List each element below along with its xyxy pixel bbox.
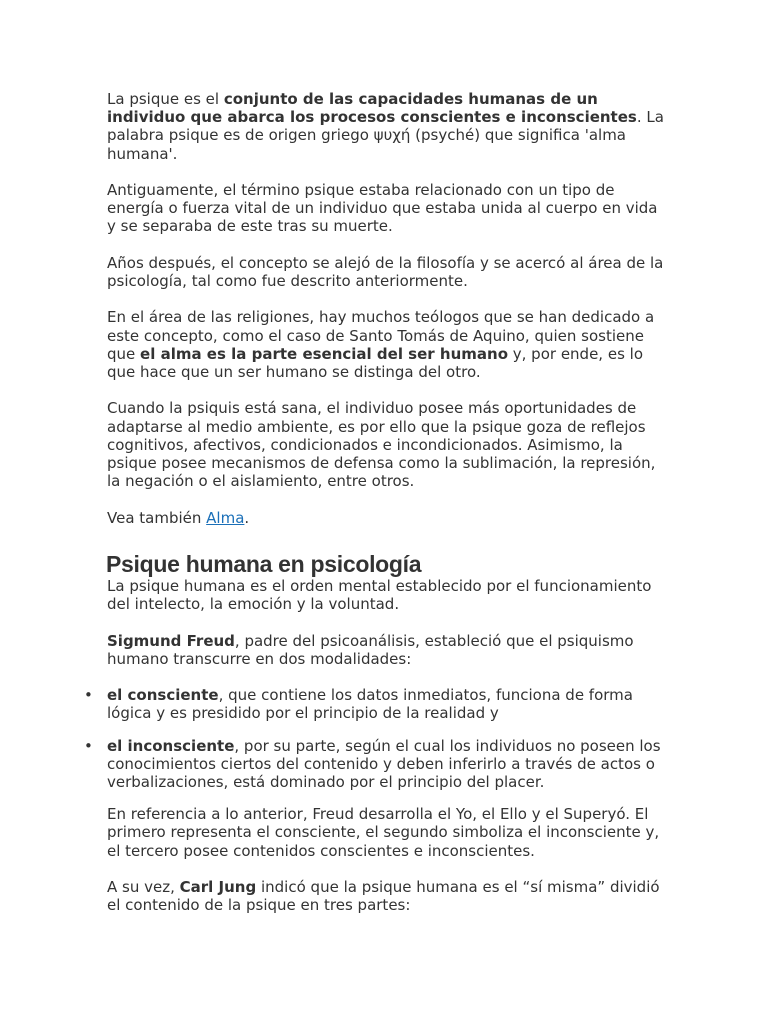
intro-definition: conjunto de las capacidades humanas de un individuo que abarca los procesos conscientes e inconscientes: [107, 90, 637, 127]
intro-paragraph: [107, 90, 667, 163]
bullet-icon: •: [84, 686, 93, 705]
religion-emphasis: el alma es la parte esencial del ser humano: [140, 344, 508, 363]
religion-text-end: y, por ende, es lo que hace que un ser humano se distinga del otro.: [107, 344, 643, 381]
history-paragraph: Antiguamente, el término psique estaba relacionado con un tipo de energía o fuerza vital de un individuo que estaba unida al cuerpo en vida y se separaba de este tras su muerte.: [107, 181, 658, 236]
see-also-prefix: Vea también: [107, 508, 207, 527]
list-item: [84, 686, 667, 723]
jung-paragraph: [107, 878, 667, 914]
jung-name: Carl Jung: [179, 877, 257, 896]
see-also: [107, 509, 667, 527]
jung-text-end: indicó que la psique humana es el “sí misma” dividió el contenido de la psique en tres partes:: [107, 877, 660, 915]
structure-paragraph: En referencia a lo anterior, Freud desarrolla el Yo, el Ello y el Superyó. El primero representa el consciente, el segundo simboliza el inconsciente y, el tercero posee contenidos conscientes e inconscientes.: [107, 805, 660, 860]
alma-link[interactable]: Alma: [206, 508, 245, 527]
list-item-text: , que contiene los datos inmediatos, funciona de forma lógica y es presidido por el principio de la realidad y: [107, 686, 633, 723]
health-paragraph: Cuando la psiquis está sana, el individuo posee más oportunidades de adaptarse al medio ambiente, es por ello que la psique goza de reflejos cognitivos, afectivos, condicionados e incondicionados. Asimismo, la psique posee mecanismos de defensa como la sublimación, la represión, la negación o el aislamiento, entre otros.: [107, 399, 656, 491]
definition-paragraph: La psique humana es el orden mental establecido por el funcionamiento del intelecto, la emoción y la voluntad.: [107, 576, 652, 614]
jung-text-start: A su vez,: [107, 877, 180, 896]
list-item: [84, 736, 667, 792]
freud-name: Sigmund Freud: [107, 631, 235, 650]
list-item-text: , por su parte, según el cual los individuos no poseen los conocimientos ciertos del contenido y deben inferirlo a través de actos o verbalizaciones, está dominado por el principio del placer.: [107, 736, 661, 791]
freud-paragraph: [107, 632, 667, 668]
list-item-term: el inconsciente: [107, 736, 235, 755]
religion-text-start: En el área de las religiones, hay muchos teólogos que se han dedicado a este concepto, como el caso de Santo Tomás de Aquino, quien sostiene que: [107, 308, 655, 363]
intro-text-end: . La palabra psique es de origen griego ψυχή (psyché) que significa 'alma humana'.: [107, 108, 664, 163]
modes-list: [84, 686, 667, 791]
freud-text: , padre del psicoanálisis, estableció que el psiquismo humano transcurre en dos modalidades:: [107, 631, 634, 668]
later-paragraph: Años después, el concepto se alejó de la filosofía y se acercó al área de la psicología, tal como fue descrito anteriormente.: [107, 253, 664, 290]
see-also-suffix: .: [244, 508, 250, 527]
religion-paragraph: [107, 308, 667, 381]
list-item-term: el consciente: [107, 686, 219, 705]
section-heading: Psique humana en psicología: [106, 550, 422, 577]
intro-text-start: La psique es el: [107, 90, 224, 108]
bullet-icon: •: [84, 736, 93, 755]
article-body: [84, 90, 667, 933]
